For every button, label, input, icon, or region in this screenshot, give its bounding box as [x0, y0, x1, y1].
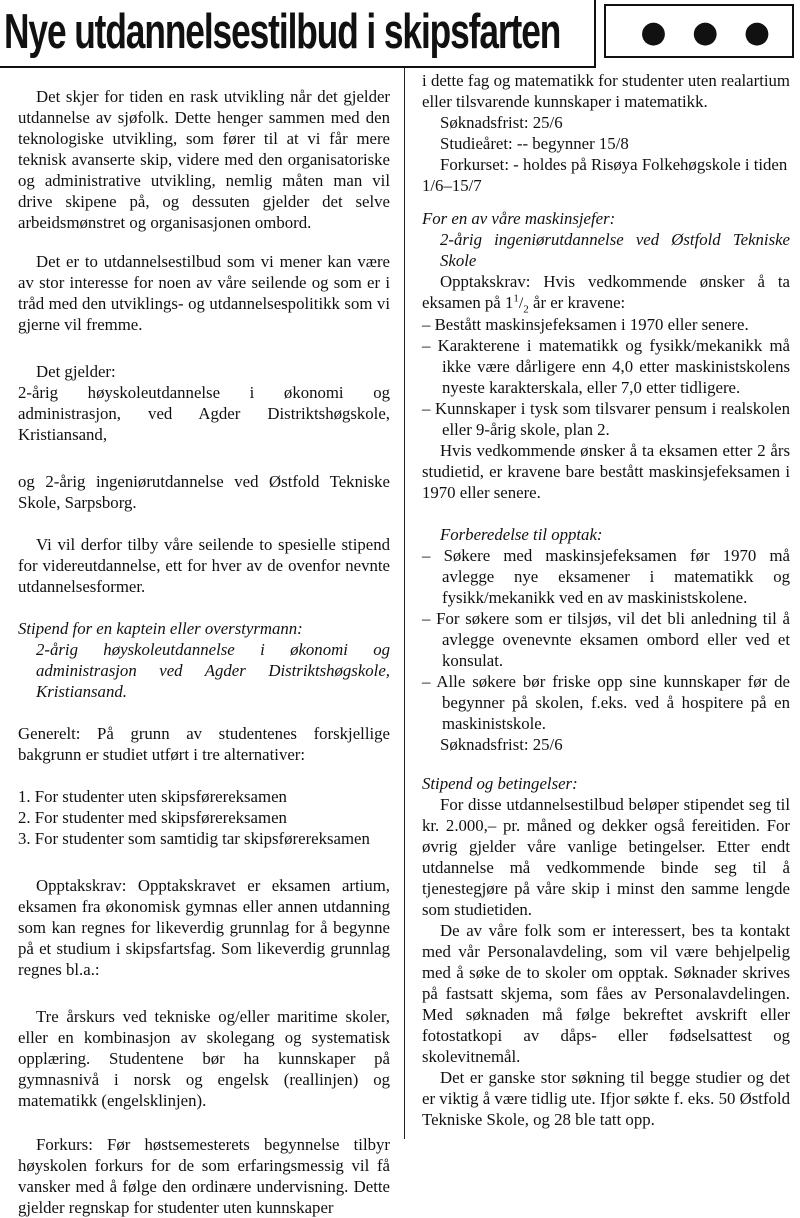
- list-item: 2. For studenter med skipsførereksamen: [18, 808, 287, 827]
- contact-paragraph: De av våre folk som er interessert, bes ta kontakt med vår Personalavdeling, som vil være behjelpelig med å søke de to skoler om opptak. Søknader skrives på fastsatt skjema, som fåes av Personalavdelingen. Med søknaden må følge bekreftet avskrift eller fotostatkopi av dåps- eller fødselsattest og skolevitnemål.: [422, 921, 790, 1066]
- preparation-list: [422, 545, 790, 734]
- application-deadline-2: Søknadsfrist: 25/6: [440, 735, 563, 754]
- captain-stipend-heading: Stipend for en kaptein eller overstyrmann:: [18, 619, 303, 638]
- admission-text-a: Opptakskrav: Hvis vedkommende ønsker å ta eksamen på: [422, 272, 790, 312]
- conditions-paragraph: For disse utdannelsestilbud beløper stipendet seg til kr. 2.000,– pr. måned og dekker også fereitiden. For øvrig gjelder våre vanlige betingelser. Etter endt utdannelse må vedkommende binde seg til å tjenestegjøre på våre skip i minst den samme lengde som studietiden.: [422, 795, 790, 919]
- engineer-stipend-heading: For en av våre maskinsjefer:: [422, 209, 616, 228]
- engineering-program: og 2-årig ingeniørutdannelse ved Østfold Tekniske Skole, Sarpsborg.: [18, 472, 390, 512]
- offer-paragraph: Det er to utdannelsestilbud som vi mener kan være av stor interesse for noen av våre seilende og som er i tråd med den utviklings- og utdannelsespolitikk som vi gjerne vil fremme.: [18, 252, 390, 334]
- requirements-list: [422, 314, 790, 440]
- intro-paragraph: Det skjer for tiden en rask utvikling når det gjelder utdannelse av sjøfolk. Dette henger sammen med den teknologiske utvikling, som fører til at vi får mere teknisk avanserte skip, videre med den organisatoriske og administrative utvikling, nemlig måten man vil drive skipene på, og dessuten gjelder det selve arbeidsmønstret og organisasjonen ombord.: [18, 87, 390, 232]
- engineer-admission: Opptakskrav: Hvis vedkommende ønsker å ta eksamen på $1^1/_2$ år er kravene:: [422, 272, 790, 316]
- conditions-heading: Stipend og betingelser:: [422, 774, 578, 793]
- list-item: – Bestått maskinsjefeksamen i 1970 eller senere.: [422, 315, 749, 334]
- admission-text-b: år er kravene:: [528, 293, 626, 312]
- engineer-stipend-program: 2-årig ingeniørutdannelse ved Østfold Tekniske Skole: [440, 230, 790, 270]
- demand-paragraph: Det er ganske stor søkning til begge studier og det er viktig å være tidlig ute. Ifjor søkte f. eks. 50 Østfold Tekniske Skole, og 28 ble tatt opp.: [422, 1068, 790, 1129]
- list-item: – Søkere med maskinsjefeksamen før 1970 må avlegge nye eksamener i matematikk og fysikk/mekanikk ved en av maskinistskolene.: [422, 546, 790, 607]
- list-item: – For søkere som er tilsjøs, vil det bli anledning til å avlegge ovenevnte eksamen ombord eller ved et konsulat.: [422, 609, 790, 670]
- scholarship-paragraph: Vi vil derfor tilby våre seilende to spesielle stipend for videreutdannelse, ett for hver av de ovenfor nevnte utdannelsesformer.: [18, 535, 390, 596]
- dots-box: [604, 4, 794, 58]
- fraction-whole: 1: [504, 293, 514, 312]
- article-title: Nye utdannelsestilbud i skipsfarten: [4, 5, 561, 59]
- header-divider: [594, 0, 596, 68]
- dots-ornament: ● ● ●: [640, 15, 778, 50]
- two-year-paragraph: Hvis vedkommende ønsker å ta eksamen etter 2 års studietid, er kravene bare bestått maskinsjefeksamen i 1970 eller senere.: [422, 441, 790, 502]
- study-year: Studieåret: -- begynner 15/8: [440, 134, 629, 153]
- applies-label: Det gjelder:: [36, 362, 116, 381]
- admission-paragraph: Opptakskrav: Opptakskravet er eksamen artium, eksamen fra økonomisk gymnas eller annen utdanning som kan regnes for likeverdig grunnlag for å begynne på et studium i skipsfartsfag. Som likeverdig grunnlag regnes bl.a.:: [18, 876, 390, 979]
- precourse-location: Forkurset: - holdes på Risøya Folkehøgskole i tiden 1/6–15/7: [422, 155, 788, 195]
- precourse-continued: i dette fag og matematikk for studenter uten realartium eller tilsvarende kunnskaper i matematikk.: [422, 71, 790, 111]
- general-paragraph: Generelt: På grunn av studentenes forskjellige bakgrunn er studiet utført i tre alternativer:: [18, 724, 390, 764]
- fraction-numerator: 1: [513, 292, 519, 305]
- economy-program: 2-årig høyskoleutdannelse i økonomi og administrasjon, ved Agder Distriktshøgskole, Kristiansand,: [18, 383, 390, 444]
- list-item: – Alle søkere bør friske opp sine kunnskaper før de begynner på skolen, f.eks. ved å hospitere på en maskinistskole.: [422, 672, 790, 733]
- list-item: – Karakterene i matematikk og fysikk/mekanikk må ikke være dårligere enn 4,0 etter maskinistskolens nyeste karakterskala, eller 7,0 etter tidligere.: [422, 336, 790, 397]
- precourse-paragraph: Forkurs: Før høstsemesterets begynnelse tilbyr høyskolen forkurs for de som erfaringsmessig vil få vansker med å følge den ordinære undervisning. Dette gjelder regnskap for studenter uten kunnskaper: [18, 1135, 390, 1217]
- alternatives-list: [18, 786, 390, 849]
- article-header: [0, 0, 800, 68]
- equivalent-paragraph: Tre årskurs ved tekniske og/eller maritime skoler, eller en kombinasjon av skolegang og systematisk opplæring. Studentene bør ha kunnskaper på gymnasnivå i norsk og engelsk (reallinjen) og matematikk (engelsklinjen).: [18, 1007, 390, 1110]
- captain-stipend-program: 2-årig høyskoleutdannelse i økonomi og administrasjon ved Agder Distriktshøgskole, Kristiansand.: [36, 640, 390, 701]
- list-item: 1. For studenter uten skipsførereksamen: [18, 787, 287, 806]
- right-column: [422, 71, 790, 1130]
- title-underline: [0, 66, 594, 68]
- list-item: – Kunnskaper i tysk som tilsvarer pensum i realskolen eller 9-årig skole, plan 2.: [422, 399, 790, 439]
- preparation-heading: Forberedelse til opptak:: [440, 525, 603, 544]
- column-divider: [404, 68, 405, 1139]
- list-item: 3. For studenter som samtidig tar skipsførereksamen: [18, 829, 370, 848]
- left-column: [18, 78, 390, 1218]
- fraction-denominator: 2: [523, 303, 529, 316]
- application-deadline: Søknadsfrist: 25/6: [440, 113, 563, 132]
